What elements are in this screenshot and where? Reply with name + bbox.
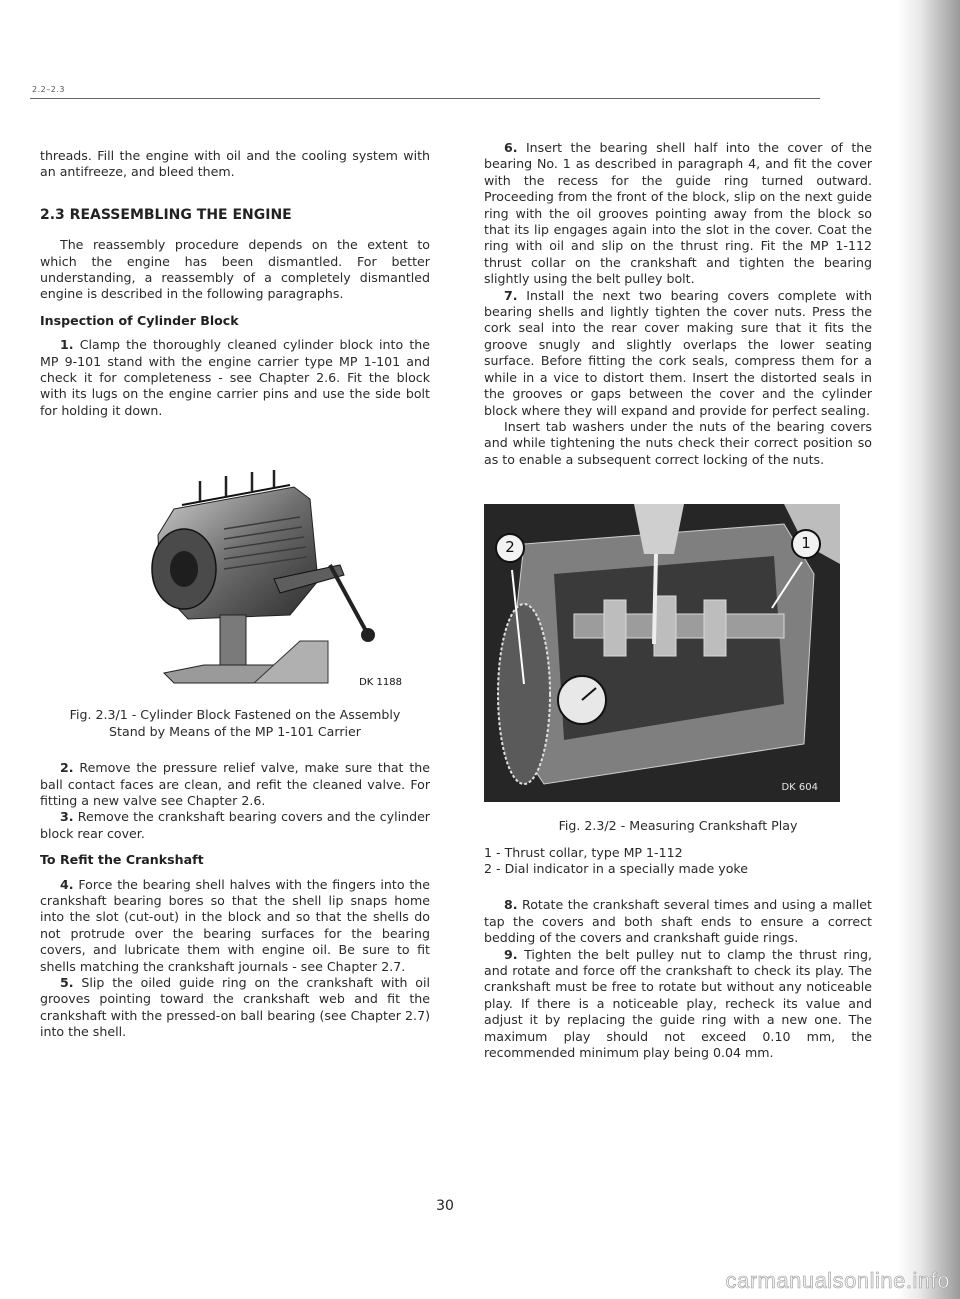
callout-label-2: 2	[505, 538, 515, 557]
legend-item-1: 1 - Thrust collar, type MP 1-112	[484, 844, 683, 860]
legend-item-2: 2 - Dial indicator in a specially made yoke	[484, 860, 749, 876]
right-column	[484, 140, 872, 1061]
subheading-inspection: Inspection of Cylinder Block	[40, 312, 239, 328]
page-number: 30	[436, 1198, 454, 1214]
step-9	[484, 947, 872, 1062]
figure-caption: Fig. 2.3/2 - Measuring Crankshaft Play	[558, 818, 798, 834]
figure-code: DK 604	[781, 781, 818, 793]
step-1	[40, 337, 430, 419]
step-number: 1.	[60, 337, 74, 353]
step-3	[40, 809, 430, 842]
step-5	[40, 975, 430, 1041]
step-text: Tighten the belt pulley nut to clamp the thrust ring, and rotate and force off the crankshaft to check its play. The crankshaft must be free to rotate but without any noticeable play. If there is a noticeable play, recheck its value and adjust it by replacing the guide ring with a new one. The maximum play should not exceed 0.10 mm, the recommended minimum play being 0.04 mm.	[484, 946, 872, 1060]
step-text: Force the bearing shell halves with the fingers into the crankshaft bearing bores so that the shell lip snaps home into the slot (cut-out) in the block and so that the shells do not protrude over the bearing surfaces for the bearing covers, and lubricate them with engine oil. Be sure to fit shells matching the crankshaft journals - see Chapter 2.7.	[40, 876, 430, 974]
section-heading: 2.3 REASSEMBLING THE ENGINE	[40, 206, 292, 223]
step-7	[484, 288, 872, 419]
step-number: 7.	[504, 287, 518, 303]
step-text: Remove the crankshaft bearing covers and the cylinder block rear cover.	[40, 809, 430, 841]
header-rule	[30, 98, 820, 99]
step-4	[40, 877, 430, 975]
cylinder-block-photo	[104, 469, 404, 697]
subheading-refit: To Refit the Crankshaft	[40, 852, 204, 868]
step-text: Clamp the thoroughly cleaned cylinder block into the MP 9-101 stand with the engine carrier type MP 1-101 and check it for completeness - see Chapter 2.6. Fit the block with its lugs on the engine carrier pins and use the side bolt for holding it down.	[40, 337, 430, 418]
step-text: Install the next two bearing covers complete with bearing shells and lightly tighten the cover nuts. Press the cork seal into the rear cover making sure that it fits the groove snugly and slightly overlaps the lower seating surface. Before fitting the cork seals, compress them for a while in a vice to distort them. Insert the distorted seals in the grooves or gaps between the cover and the cylinder block where they will expand and provide for perfect sealing.	[484, 287, 872, 418]
section-code: 2.2–2.3	[32, 85, 65, 94]
step-2	[40, 760, 430, 809]
callout-label-1: 1	[801, 534, 811, 553]
step-number: 6.	[504, 140, 518, 155]
watermark: carmanualsonline.info	[725, 1268, 950, 1293]
step-number: 2.	[60, 760, 74, 776]
figure-crankshaft-play	[484, 504, 840, 802]
crankshaft-photo	[484, 504, 840, 802]
step-text: Remove the pressure relief valve, make sure that the ball contact faces are clean, and refit the cleaned valve. For fitting a new valve see Chapter 2.6.	[40, 760, 430, 808]
step-8	[484, 897, 872, 946]
step-6	[484, 140, 872, 288]
figure-caption: Fig. 2.3/1 - Cylinder Block Fastened on the Assembly Stand by Means of the MP 1-101 Carrier	[69, 707, 401, 739]
left-column	[40, 148, 430, 1041]
step-number: 4.	[60, 876, 74, 892]
step-number: 9.	[504, 946, 518, 962]
tab-washer-paragraph: Insert tab washers under the nuts of the bearing covers and while tightening the nuts check their correct position so as to enable a subsequent correct locking of the nuts.	[484, 418, 872, 467]
step-number: 3.	[60, 809, 74, 825]
figure-code: DK 1188	[359, 676, 402, 688]
step-number: 5.	[60, 974, 74, 990]
procedure-paragraph: The reassembly procedure depends on the extent to which the engine has been dismantled. For better understanding, a reassembly of a completely dismantled engine is described in the following paragraphs.	[40, 237, 430, 302]
intro-paragraph: threads. Fill the engine with oil and the cooling system with an antifreeze, and bleed them.	[40, 148, 430, 180]
figure-cylinder-block	[104, 469, 404, 697]
step-number: 8.	[504, 897, 518, 913]
step-text: Insert the bearing shell half into the cover of the bearing No. 1 as described in paragraph 4, and fit the cover with the recess for the guide ring turned outward. Proceeding from the front of the block, slip on the next guide ring with the oil grooves pointing away from the block so that its lip engages again into the slot in the cover. Coat the ring with oil and slip on the thrust ring. Fit the MP 1-112 thrust collar on the crankshaft and tighten the bearing slightly using the belt pulley bolt.	[484, 140, 872, 287]
step-text: Slip the oiled guide ring on the crankshaft with oil grooves pointing toward the crankshaft web and fit the crankshaft with the pressed-on ball bearing (see Chapter 2.7) into the shell.	[40, 974, 430, 1040]
step-text: Rotate the crankshaft several times and using a mallet tap the covers and both shaft ends to ensure a correct bedding of the covers and crankshaft guide rings.	[484, 897, 872, 946]
scan-edge-shadow	[898, 0, 960, 1299]
